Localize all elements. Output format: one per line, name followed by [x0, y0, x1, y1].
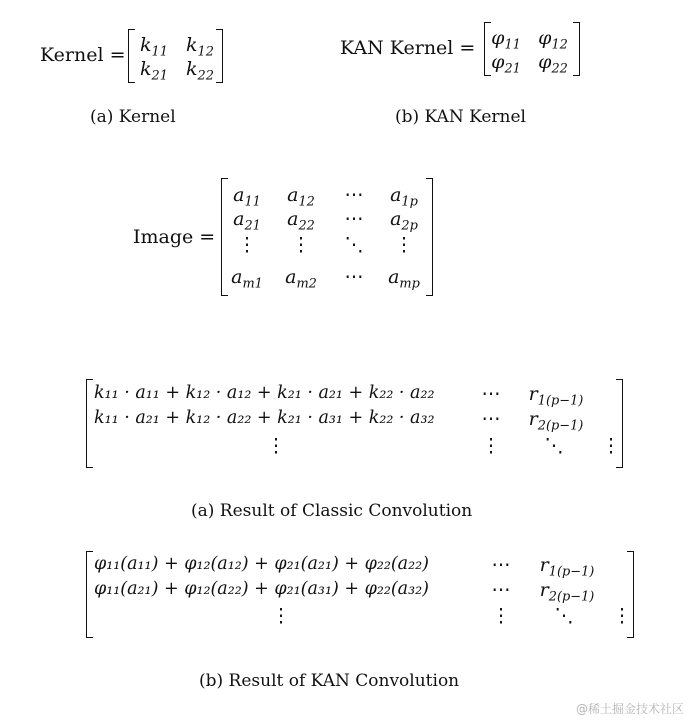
right-bracket	[216, 29, 223, 83]
matrix-entry: $\varphi_{21}$	[491, 51, 521, 77]
left-bracket	[484, 22, 491, 76]
matrix-entry: $r_{2(p-1)}$	[528, 408, 584, 434]
vdots: ⋮	[266, 435, 286, 457]
left-bracket	[86, 379, 93, 468]
vdots: ⋮	[601, 435, 621, 457]
vdots: ⋮	[237, 234, 257, 256]
ddots: ⋱	[544, 435, 564, 457]
left-bracket	[128, 29, 135, 83]
matrix-entry: $k_{11}$	[140, 34, 168, 60]
kan-kernel-matrix	[484, 22, 580, 76]
matrix-entry: $\varphi_{12}$	[538, 27, 568, 53]
kan-row-1: φ₁₁(a₁₁) + φ₁₂(a₁₂) + φ₂₁(a₂₁) + φ₂₂(a₂₂)	[94, 554, 429, 574]
hdots: ⋯	[491, 554, 511, 576]
matrix-entry: $a_{mp}$	[388, 266, 420, 292]
vdots: ⋮	[491, 605, 511, 627]
ddots: ⋱	[344, 234, 364, 256]
matrix-entry: $a_{1p}$	[390, 184, 418, 210]
ddots: ⋱	[554, 605, 574, 627]
matrix-entry: $a_{21}$	[233, 208, 261, 234]
vdots: ⋮	[612, 605, 632, 627]
matrix-entry: $k_{12}$	[186, 34, 214, 60]
classic-row-2: k₁₁ · a₂₁ + k₁₂ · a₂₂ + k₂₁ · a₃₁ + k₂₂ · a₃₂	[94, 408, 435, 428]
matrix-entry: $\varphi_{22}$	[538, 51, 568, 77]
kan-result-matrix	[86, 551, 634, 638]
right-bracket	[573, 22, 580, 76]
hdots: ⋯	[481, 408, 501, 430]
matrix-entry: $r_{2(p-1)}$	[539, 579, 595, 605]
hdots: ⋯	[481, 383, 501, 405]
watermark: @稀土掘金技术社区	[575, 702, 684, 716]
classic-result-matrix	[86, 379, 623, 468]
matrix-entry: $\varphi_{11}$	[491, 27, 521, 53]
kan-kernel-caption: (b) KAN Kernel	[395, 107, 526, 127]
matrix-entry: $a_{2p}$	[390, 208, 418, 234]
vdots: ⋮	[271, 605, 291, 627]
matrix-entry: $k_{22}$	[186, 58, 214, 84]
matrix-entry: $a_{m2}$	[285, 266, 317, 292]
image-matrix	[221, 178, 433, 296]
matrix-entry: $a_{12}$	[287, 184, 315, 210]
matrix-entry: $a_{11}$	[233, 184, 261, 210]
vdots: ⋮	[394, 234, 414, 256]
hdots: ⋯	[344, 184, 364, 206]
matrix-entry: $r_{1(p-1)}$	[539, 554, 595, 580]
image-label: Image =	[133, 226, 216, 248]
hdots: ⋯	[344, 208, 364, 230]
kan-row-2: φ₁₁(a₂₁) + φ₁₂(a₂₂) + φ₂₁(a₃₁) + φ₂₂(a₃₂)	[94, 579, 429, 599]
hdots: ⋯	[491, 579, 511, 601]
vdots: ⋮	[291, 234, 311, 256]
kernel-caption: (a) Kernel	[90, 107, 176, 127]
hdots: ⋯	[344, 266, 364, 288]
matrix-entry: $a_{m1}$	[231, 266, 263, 292]
right-bracket	[426, 178, 433, 296]
vdots: ⋮	[481, 435, 501, 457]
matrix-entry: $a_{22}$	[287, 208, 315, 234]
matrix-entry: $k_{21}$	[140, 58, 168, 84]
classic-caption: (a) Result of Classic Convolution	[191, 501, 473, 521]
kernel-label: Kernel =	[40, 44, 126, 66]
left-bracket	[221, 178, 228, 296]
classic-row-1: k₁₁ · a₁₁ + k₁₂ · a₁₂ + k₂₁ · a₂₁ + k₂₂ · a₂₂	[94, 383, 435, 403]
left-bracket	[86, 551, 93, 638]
kan-caption: (b) Result of KAN Convolution	[199, 671, 460, 691]
kernel-matrix	[128, 29, 223, 83]
matrix-entry: $r_{1(p-1)}$	[528, 383, 584, 409]
kan-kernel-label: KAN Kernel =	[340, 37, 476, 59]
